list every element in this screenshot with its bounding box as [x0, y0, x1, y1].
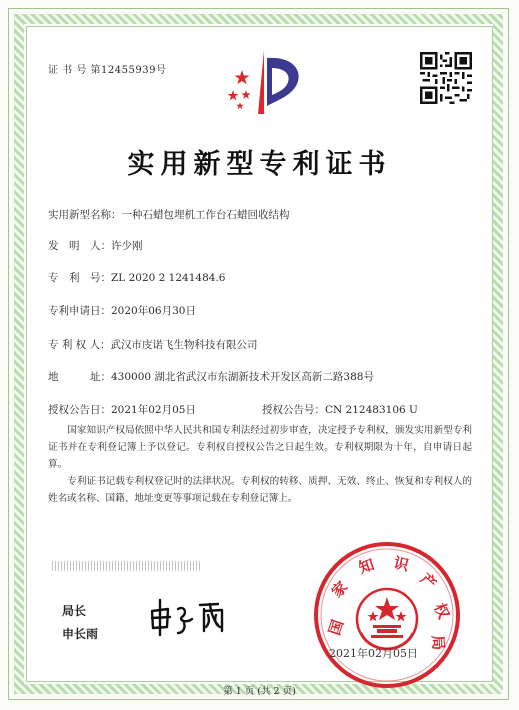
field-value: ZL 2020 2 1241484.6 — [111, 272, 226, 284]
svg-text:识: 识 — [391, 553, 411, 575]
field-patentee — [48, 337, 258, 352]
handwritten-signature — [148, 597, 268, 637]
field-label: 授权公告号： — [262, 404, 325, 416]
field-label: 授权公告日： — [48, 404, 111, 416]
signatory-title: 局长 — [62, 604, 87, 618]
svg-text:家: 家 — [327, 577, 352, 602]
certificate-number: 证 书 号 第12455939号 — [48, 65, 167, 76]
cnipa-logo-icon — [224, 46, 308, 118]
field-label: 专 利 号： — [48, 272, 111, 284]
field-inventor — [48, 238, 143, 253]
field-filing-date — [48, 303, 196, 318]
signatory-name: 申长雨 — [62, 627, 99, 641]
field-address — [48, 369, 374, 384]
field-value: CN 212483106 U — [325, 404, 418, 416]
svg-text:权: 权 — [430, 600, 453, 622]
svg-text:局: 局 — [428, 634, 448, 651]
notice-paragraph-2: 专利证书记载专利权登记时的法律状况。专利权的转移、质押、无效、终止、恢复和专利权人的姓名或名称、国籍、地址变更等事项记载在专利登记簿上。 — [48, 476, 472, 504]
certificate-title: 实用新型专利证书 — [127, 149, 392, 180]
svg-text:国: 国 — [325, 617, 348, 638]
field-value: 武汉市庋诺飞生物科技有限公司 — [110, 339, 258, 351]
field-utility-model-name — [48, 207, 290, 222]
qr-code-icon — [420, 52, 472, 104]
field-label: 发 明 人： — [48, 240, 111, 252]
field-label: 专 利 权 人： — [48, 339, 111, 351]
svg-text:知: 知 — [356, 555, 377, 578]
field-value: 2020年06月30日 — [111, 305, 196, 317]
field-label: 专利申请日： — [48, 305, 111, 317]
svg-text:产: 产 — [416, 569, 440, 593]
seal-date: 2021年02月05日 — [329, 647, 418, 660]
page-number: 第 1 页 (共 2 页) — [223, 686, 296, 697]
field-patent-number — [48, 270, 225, 285]
field-label: 地 址： — [48, 371, 111, 383]
field-label: 实用新型名称： — [48, 209, 122, 221]
official-seal-icon — [313, 541, 461, 689]
field-grant-date — [48, 402, 196, 417]
field-value: 2021年02月05日 — [111, 404, 196, 416]
field-value: 一种石蜡包埋机工作台石蜡回收结构 — [121, 209, 290, 221]
field-grant-number — [262, 402, 418, 417]
security-microprint — [52, 561, 202, 571]
field-value: 430000 湖北省武汉市东湖新技术开发区高新二路388号 — [111, 371, 374, 383]
notice-paragraph-1: 国家知识产权局依照中华人民共和国专利法经过初步审查，决定授予专利权，颁发实用新型专利证书并在专利登记簿上予以登记。专利权自授权公告之日起生效。专利权期限为十年，自申请日起算。 — [48, 425, 472, 470]
field-value: 许少刚 — [111, 240, 143, 252]
